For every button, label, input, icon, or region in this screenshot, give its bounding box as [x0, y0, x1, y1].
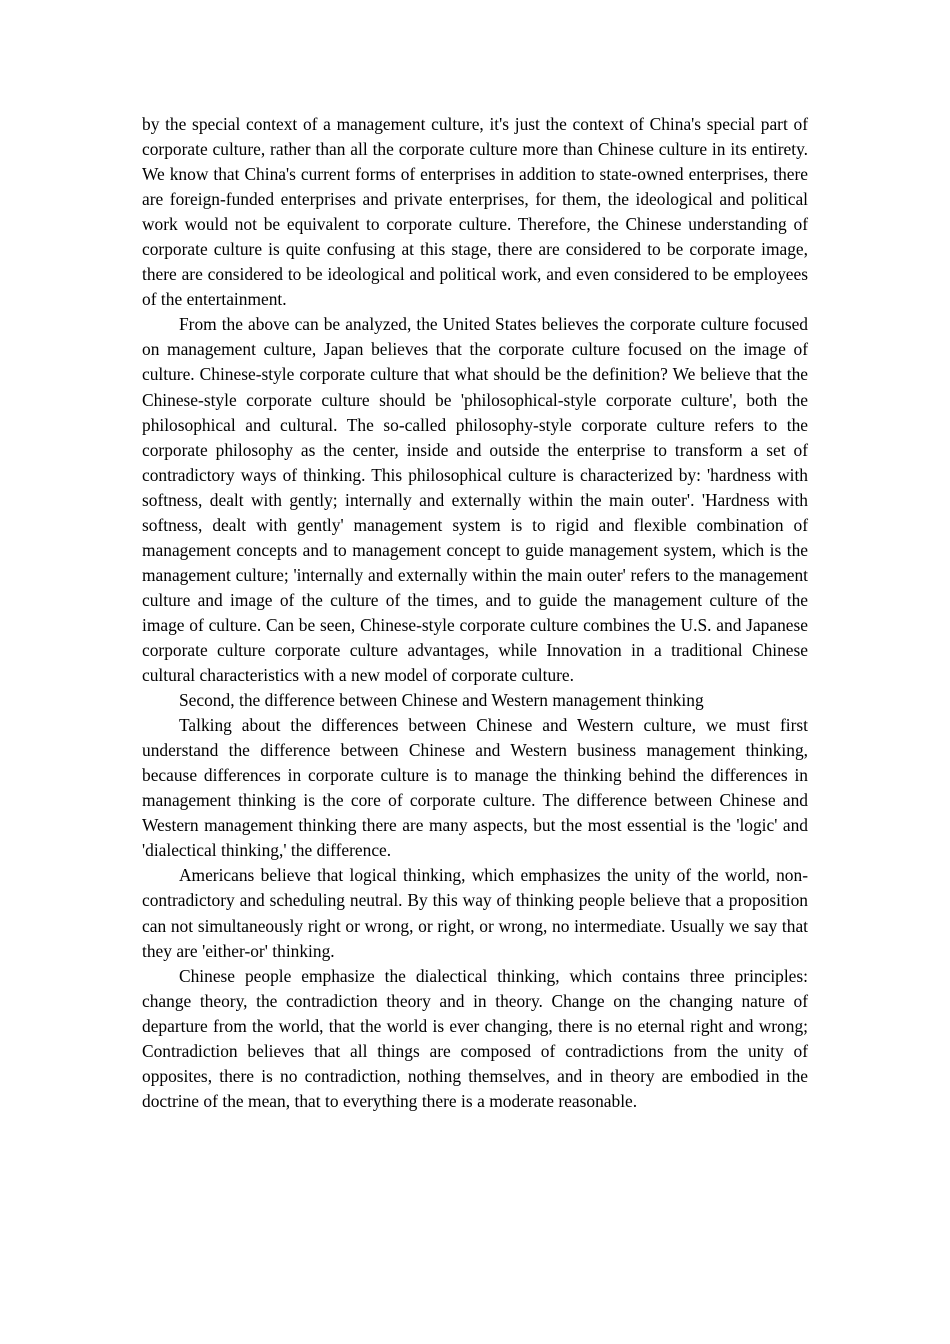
paragraph-chinese-dialectical-thinking: Chinese people emphasize the dialectical thinking, which contains three principles: change theory, the contradiction theory and in theory. Change on the changing nature of departure from the world, that the world is ever changing, there is no eternal right and wrong; Contradiction believes that all things are composed of contradictions from the unity of opposites, there is no contradiction, nothing themselves, and in theory are embodied in the doctrine of the mean, that to everything there is a moderate reasonable.: [142, 965, 808, 1111]
paragraph-americans-logical-thinking: Americans believe that logical thinking, which emphasizes the unity of the world, non-contradictory and scheduling neutral. By this way of thinking people believe that a proposition can not simultaneously right or wrong, or right, or wrong, no intermediate. Usually we say that they are 'either-or' thinking.: [142, 865, 808, 961]
paragraph-philosophical-style-corporate-culture: From the above can be analyzed, the United States believes the corporate culture focused on management culture, Japan believes that the corporate culture focused on the image of culture. Chinese-style corporate culture that what should be the definition? We believe that the Chinese-style corporate culture should be 'philosophical-style corporate culture', both the philosophical and cultural. The so-called philosophy-style corporate culture refers to the corporate philosophy as the center, inside and outside the enterprise to transform a set of contradictory ways of thinking. This philosophical culture is characterized by: 'hardness with softness, dealt with gently; internally and externally within the main outer'. 'Hardness with softness, dealt with gently' management system is to rigid and flexible combination of management concepts and to management concept to guide management system, which is the management culture; 'internally and externally within the main outer' refers to the management culture and image of the culture of the times, and to guide the management culture of the image of culture. Can be seen, Chinese-style corporate culture combines the U.S. and Japanese corporate culture corporate culture advantages, while Innovation in a traditional Chinese cultural characteristics with a new model of corporate culture.: [142, 314, 808, 686]
page-text-body: [142, 112, 808, 1114]
paragraph-chinese-western-management-thinking: Talking about the differences between Chinese and Western culture, we must first understand the difference between Chinese and Western business management thinking, because differences in corporate culture is to manage the thinking behind the differences in management thinking is the core of corporate culture. The difference between Chinese and Western management thinking there are many aspects, but the most essential is the 'logic' and 'dialectical thinking,' the difference.: [142, 715, 808, 861]
paragraph-continuation-corporate-culture-definition: by the special context of a management culture, it's just the context of China's special part of corporate culture, rather than all the corporate culture more than Chinese culture in its entirety. We know that China's current forms of enterprises in addition to state-owned enterprises, there are foreign-funded enterprises and private enterprises, for them, the ideological and political work would not be equivalent to corporate culture. Therefore, the Chinese understanding of corporate culture is quite confusing at this stage, there are considered to be corporate image, there are considered to be ideological and political work, and even considered to be employees of the entertainment.: [142, 114, 808, 310]
paragraph-section-heading-second: Second, the difference between Chinese and Western management thinking: [179, 690, 704, 711]
